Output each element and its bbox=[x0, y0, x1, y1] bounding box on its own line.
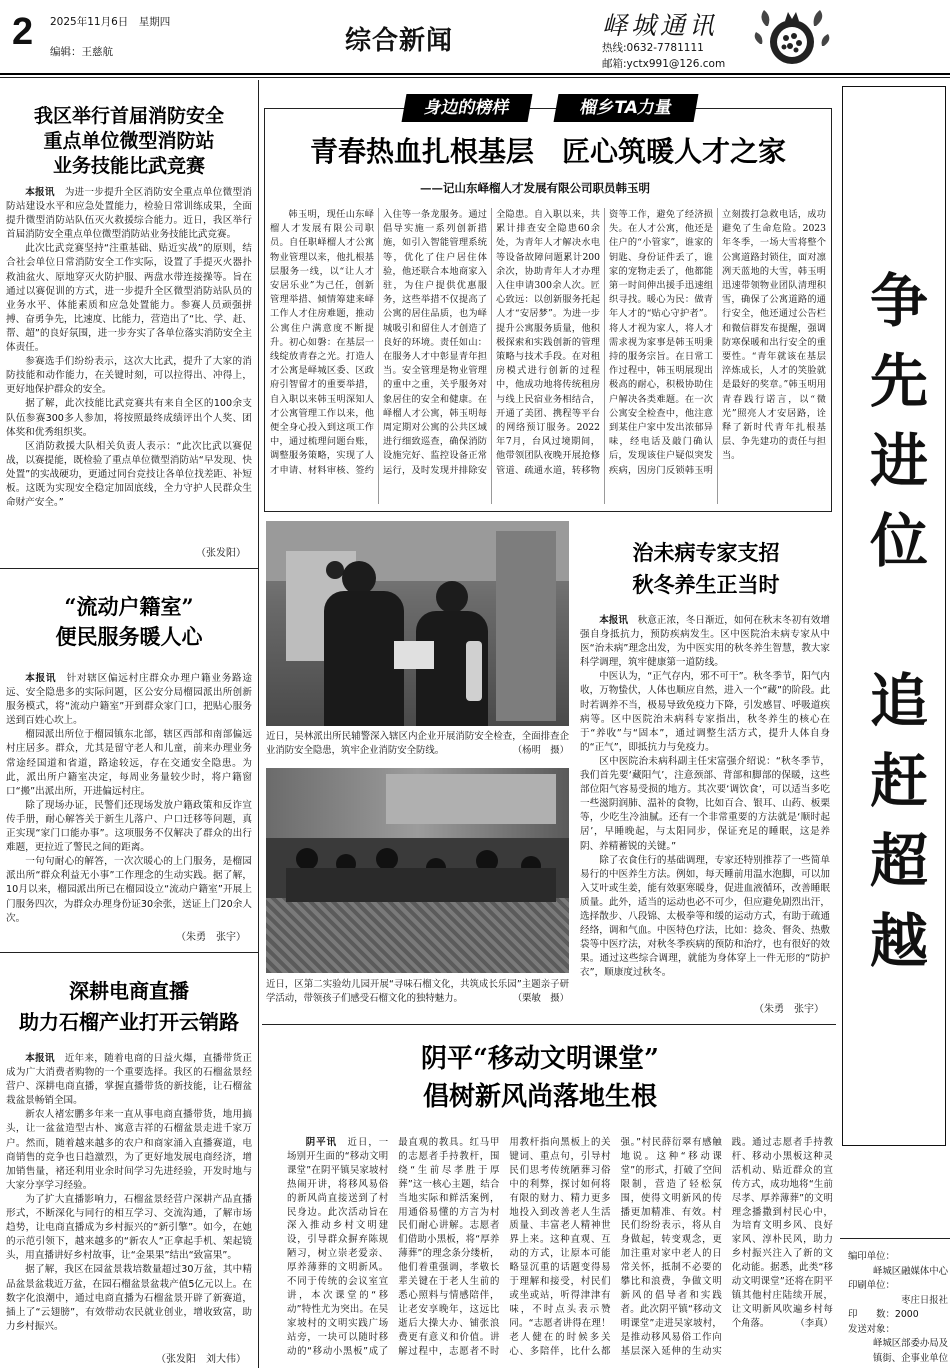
colophon bbox=[848, 1250, 948, 1366]
colophon-l2: 峄城区融媒体中心 bbox=[872, 1265, 948, 1277]
a1-p4: 据了解，此次技能比武竞赛共有来自全区的100余支队伍参赛300多人参加，将按照最终成绩评出个人奖、团体奖和优秀组织奖。 bbox=[6, 398, 252, 438]
a3-p3: 为了扩大直播影响力，石榴盆景经营户深耕产品直播形式，不断深化与同行的相互学习、交流沟通，了解市场趋势，让电商直播成为乡村振兴的“新引擎”。如今，在她的示范引领下，越来越多的“新农人”正拿起手机、架起镜头，用直播讲好乡村故事，让“金果果”结出“致富果”。 bbox=[6, 1193, 252, 1262]
a4-title-line1: 治未病专家支招 bbox=[632, 540, 780, 565]
feature-body: 韩玉明，现任山东峄榴人才发展有限公司职员。自任职峄榴人才公寓物业管理以来，他扎根基层服务一线，以“让人才安居乐业”为己任，创新管理举措、倾情筹建来峄工作人才住房难题，推动公寓住户满意度不断提升。初心如磐：在基层一线绽放青春之光。打造人才公寓是峄城区委、区政府引智留才的重要举措，自入职以来韩玉明深知人才公寓管理工作以来，他便全身心投入到这项工作中，通过梳理问题台账，调整服务策略，实现了人才申请、材料审核、签约入住等一条龙服务。通过倡导实施一系列创新措施，如引入智能管理系统等，优化了住户居住体验，他还联合本地商家入驻，为住户提供优惠服务，这些举措不仅提高了公寓的居住品质，也为峄城吸引和留住人才创造了良好的环境。责任如山：在服务人才中彰显青年担当。安全管理是物业管理的重中之重，关乎服务对象居住的安全和健康。在峄榴人才公寓，韩玉明每周定期对公寓的公共区域进行细致巡查，确保消防设施完好、监控设备正常运行，及时发现并排除安全隐患。自入职以来，共累计排查安全隐患60余处，为青年人才解决水电等设备故障问题累计200余次，协助青年人才办理入住申请300余人次。匠心致远：以创新服务托起人才“安居梦”。为进一步提升公寓服务质量，他积极探索和实践创新的管理策略与技术手段。在对租房模式进行创新的过程中，他成功地将传统租房与线上民宿业务相结合，开通了美团、携程等平台的网络预订服务。2022年7月，台风过境期间，他带领团队夜晚开展抢修管道、疏通水道，转移物资等工作，避免了经济损失。在人才公寓，他还是住户的“小管家”，谁家的钥匙、身份证件丢了，谁家的宠物走丢了，他都能第一时间伸出援手迅速组织寻找。暖心为民：做青年人才的“贴心守护者”。将人才视为家人，将人才需求视为家事是韩玉明秉持的服务宗旨。在日常工作过程中，韩玉明展现出极高的耐心，积极协助住户解决各类难题。在一次公寓安全检查中，他注意到某住户家中发出浓郁异味，经电话及敲门确认后，发现该住户疑似突发疾病，因房门反锁韩玉明立刻拨打急救电话，成功避免了生命危险。2023年冬季，一场大雪将整个公寓道路封锁住，面对凛冽天蓝地的大雪，韩玉明迅速带领物业团队清理积雪，确保了公寓道路的通行安全，他还通过公告栏和微信群发布提醒，强调防寒保暖和出行安全的重要性。“青年就该在基层淬炼成长，人才的笑脸就是最好的奖章。”韩玉明用青春践行诺言，以“微光”照亮人才安居路，诠释了新时代青年扎根基层、争先建功的责任与担当。 bbox=[270, 209, 826, 476]
slogan-text: 争先进位 追赶超越 bbox=[860, 270, 928, 990]
a4-credit: （朱勇 张宇） bbox=[754, 1004, 824, 1015]
colophon-l6: 发送对象： bbox=[848, 1323, 895, 1335]
a1-title-line1: 我区举行首届消防安全 bbox=[33, 105, 224, 127]
feature-badge-1: 身边的榜样 bbox=[402, 94, 533, 122]
a4-p3: 区中医院治未病科副主任宋富强介绍说：“秋冬季节，我们首先要‘藏阳气’，注意颈部、背部和脚部的保暖，这些部位阳气容易受损的地方。其次要‘调饮食’，可以适当多吃一些滋阴润肺、温补的食物，比如百合、银耳、山药、板栗等，少吃生冷油腻。还有一个非常重要的方法就是‘顺时起居’，早睡晚起，与太阳同步，保证充足的睡眠，这是养阴、养精蓄锐的关键。” bbox=[580, 755, 830, 852]
caption-1: 近日，吴林派出所民辅警深入辖区内企业开展消防安全检查，全面排查企业消防安全隐患，筑牢企业消防安全防线。 bbox=[266, 731, 569, 756]
paper-name: 峄城通讯 bbox=[602, 11, 719, 40]
a1-title-line3: 业务技能比武竞赛 bbox=[52, 155, 205, 177]
a3-p4: 据了解，我区在园盆景栽培数量超过30万盆，其中精品盆景盆栽近万盆，在园石榴盆景盆栽产值5亿元以上。在数字化浪潮中，通过电商直播为石榴盆景开辟了新赛道，插上了“云翅膀”，有效带动农民就业创业，增收致富，助力乡村振兴。 bbox=[6, 1264, 252, 1332]
a5-title-line1: 阴平“移动文明课堂” bbox=[421, 1044, 659, 1074]
editor-name: 编辑：王慈航 bbox=[50, 46, 113, 58]
a4-p4: 除了衣食住行的基础调理，专家还特别推荐了一些简单易行的中医养生方法。例如，每天睡前用温水泡脚，可以加入艾叶或生姜，能有效驱寒暖身，促进血液循环，改善睡眠质量。此外，适当的运动也必不可少，但应避免剧烈出汗，选择散步、八段锦、太极拳等和缓的运动方式，有助于疏通经络，调和气血。中医特色疗法，比如：捻灸、督灸、热敷袋等中医疗法，对秋冬季疾病的预防和治疗，也有很好的效果。通过这些综合调理，就能为身体穿上一件无形的“防护衣”，顺康度过秋冬。 bbox=[580, 854, 830, 979]
colophon-l3: 印刷单位： bbox=[848, 1280, 895, 1291]
feature-badge-2: 榴乡TA力量 bbox=[554, 94, 699, 122]
a5-lead: 阴平讯 bbox=[305, 1137, 338, 1148]
section-title: 综合新闻 bbox=[345, 26, 454, 56]
a2-p2: 榴园派出所位于榴园镇东北部，辖区西部和南部偏远村庄居多。群众，尤其是留守老人和儿童，前来办理业务常途经国道和省道，路途较远，存在交通安全隐患。为此，派出所户籍室决定，每周业务量较少时，将户籍窗口“搬”出派出所，开进偏远村庄。 bbox=[6, 729, 252, 797]
a2-lead: 本报讯 bbox=[25, 673, 57, 684]
a2-p3: 除了现场办证，民警们还现场发放户籍政策和反诈宣传手册，耐心解答关于新生儿落户、户口迁移等问题，真正实现“家门口能办事”。这项服务不仅解决了群众的出行难题，更拉近了警民之间的距离。 bbox=[6, 799, 252, 854]
photo-fire-inspection bbox=[266, 521, 569, 726]
caption-1-credit: （杨明 摄） bbox=[512, 744, 569, 756]
a1-credit: （张发阳） bbox=[196, 548, 246, 559]
a3-title-line2: 助力石榴产业打开云销路 bbox=[19, 1010, 239, 1034]
a4-lead: 本报讯 bbox=[599, 615, 629, 626]
a4-p2: 中医认为，“正气存内，邪不可干”。秋冬季节，阳气内收，万物蛰伏，人体也顺应自然，进入一个“藏”的阶段。此时若调养不当，极易导致免疫力下降，引发感冒、呼吸道疾病等。区中医院治未病科专家指出，秋冬养生的核心在于“养收”与“固本”，通过调整生活方式，提升人体自身的“正气”，即抵抗力与免疫力。 bbox=[580, 671, 830, 753]
a1-title-line2: 重点单位微型消防站 bbox=[43, 130, 215, 152]
a3-body bbox=[6, 1052, 252, 1342]
colophon-l1: 编印单位： bbox=[848, 1251, 895, 1262]
a1-p1: 为进一步提升全区消防安全重点单位微型消防站建设水平和应急处置能力，检验日常训练成果，全面提升微型消防站队伍灭火救援综合能力。近日，我区举行首届消防安全重点单位微型消防站业务技能比武竞赛。 bbox=[6, 187, 252, 241]
a2-p4: 一句句耐心的解答，一次次暖心的上门服务，是榴园派出所“群众利益无小事”工作理念的生动实践。据了解，10月以来，榴园派出所已在榴园设立“流动户籍室”开展上门服务四次，为群众办理身份证30余张，送证上门20余人次。 bbox=[6, 856, 252, 924]
caption-2: 近日，区第二实验幼儿园开展“寻味石榴文化，共筑成长乐园”主题亲子研学活动，带领孩子们感受石榴文化的独特魅力。 bbox=[266, 979, 569, 1004]
colophon-l4: 枣庄日报社 bbox=[901, 1294, 948, 1306]
pomegranate-logo bbox=[752, 4, 832, 70]
feature-title-part2: 匠心筑暖人才之家 bbox=[562, 135, 787, 168]
a5-body: 近日，一场别开生面的“移动文明课堂”在阴平镇吴家坡村热闹开讲，将移风易俗的新风尚直接送到了村民身边。此次活动旨在深入推动乡村文明建设，引导群众摒弃陈规陋习，树立崇老爱亲、厚养薄葬的文明新风。不同于传统的会议室宣讲，本次课堂的“移动”特性尤为突出。在吴家坡村的文明实践广场站旁，一块可以随时移动的“移动小黑板”成了最直观的教具。红马甲的志愿者手持教杆，围绕“生前尽孝胜于厚葬”这一核心主题，结合当地实际和鲜活案例，用通俗易懂的方言为村民们耐心讲解。志愿者们借助小黑板，将“厚养薄葬”的理念条分缕析，他们着重强调，孝敬长辈关键在于老人生前的悉心照料与情感陪伴，让老安享晚年，这远比逝后大操大办、铺张浪费更有意义和价值。讲解过程中，志愿者不时用教杆指向黑板上的关键词、重点句，引导村民们思考传统陋葬习俗中的利弊，探讨如何将有限的财力、精力更多地投入到改善老人生活质量、丰富老人精神世界上来。这种直观、互动的方式，让原本可能略显沉重的话题变得易于理解和接受，村民们或坐或站，听得津津有味，不时点头表示赞同。“志愿者讲得在理！老人健在的时候多关心、多陪伴，比什么都强。”村民薛衍翠有感触地说。这种“移动课堂”的形式，打破了空间限制，营造了轻松氛围，使得文明新风的传播更加精准、有效。村民们纷纷表示，将从自身做起，转变观念，更加注重对家中老人的日常关怀，抵制不必要的攀比和浪费，争做文明新风的倡导者和实践者。此次阴平镇“移动文明课堂”走进吴家坡村，是推动移风易俗工作向基层深入延伸的生动实践。通过志愿者手持教杆、移动小黑板这种灵活机动、贴近群众的宣传方式，成功地将“生前尽孝、厚养薄葬”的文明理念播撒到村民心中，为培育文明乡风、良好家风、淳朴民风，助力乡村振兴注入了新的文化动能。据悉，此类“移动文明课堂”还将在阴平镇其他村庄陆续开展，让文明新风吹遍乡村每个角落。 bbox=[287, 1137, 833, 1357]
a1-lead: 本报讯 bbox=[25, 187, 55, 198]
issue-date: 2025年11月6日 星期四 bbox=[50, 16, 171, 28]
a2-title-line2: 便民服务暖人心 bbox=[55, 624, 203, 649]
hotline: 热线:0632-7781111 bbox=[602, 42, 704, 54]
colophon-l5: 印 数：2000 bbox=[848, 1309, 919, 1320]
a1-body bbox=[6, 186, 252, 542]
a3-p1: 近年来，随着电商的日益火爆，直播带货正成为广大消费者购物的一个重要选择。我区的石榴盆景经营户、深耕电商直播，掌握直播带货的新技能，让石榴盆栽盆景畅销全国。 bbox=[6, 1053, 252, 1107]
colophon-l8: 镇街、企事业单位 bbox=[872, 1352, 948, 1364]
email: 邮箱:yctx991@126.com bbox=[602, 58, 726, 70]
a2-title-line1: “流动户籍室” bbox=[64, 594, 194, 619]
a3-lead: 本报讯 bbox=[25, 1053, 55, 1064]
a2-body bbox=[6, 672, 252, 926]
photo-pomegranate-culture bbox=[266, 768, 569, 973]
a1-p2: 此次比武竞赛坚持“注重基础、贴近实战”的原则，结合社会单位日常消防安全工作实际，设置了手提灭火器扑救油盆火、原地穿灭火防护服、两盘水带连接操等。旨在通过以赛促训的方式，进一步提升全区微型消防站队员的业务水平、体能素质和应急处置能力。参赛人员顽强拼搏、奋勇争先，比速度、比能力，营造出了“比、学、赶、帮、超”的良好氛围，进一步夯实了各单位落实消防安全主体责任。 bbox=[6, 243, 252, 354]
a1-p5: 区消防救援大队相关负责人表示：“此次比武以赛促战，以赛提能，既检验了重点单位微型消防站“早发现、快处置”的实战硬功，更通过同台竞技让各单位找差距、补短板。这既为实现安全稳定加固底线，全力守护人民群众生命财产安全。” bbox=[6, 440, 252, 509]
a3-credit: （张发阳 刘大伟） bbox=[156, 1354, 246, 1365]
a2-credit: （朱勇 张宇） bbox=[176, 932, 246, 943]
feature-title-part1: 青春热血扎根基层 bbox=[309, 135, 534, 168]
a5-title-line2: 倡树新风尚落地生根 bbox=[422, 1082, 657, 1112]
feature-subtitle: ——记山东峄榴人才发展有限公司职员韩玉明 bbox=[420, 181, 650, 195]
a4-title-line2: 秋冬养生正当时 bbox=[632, 572, 780, 597]
a4-body bbox=[580, 614, 830, 996]
a2-p1: 针对辖区偏远村庄群众办理户籍业务路途远、安全隐患多的实际问题，区公安分局榴园派出所创新服务模式，将“流动户籍室”开到群众家门口，把贴心服务送到百姓心坎上。 bbox=[6, 673, 252, 727]
a4-p1: 秋意正浓，冬日渐近，如何在秋末冬初有效增强自身抵抗力，预防疾病发生。区中医院治未病专家从中医“治未病”理念出发，为中医实用的秋冬养生智慧，教大家科学调理，筑牢健康第一道防线。 bbox=[580, 615, 830, 669]
caption-2-credit: （栗敏 摄） bbox=[512, 992, 569, 1004]
a3-title-line1: 深耕电商直播 bbox=[69, 979, 189, 1003]
colophon-l7: 峄城区部委办局及 bbox=[872, 1338, 948, 1349]
a3-p2: 新农人褚宏鹏多年来一直从事电商直播带货，地用搞头，让一盆盆造型古朴、寓意吉祥的石榴盆景走进千家万户。然而，随着越来越多的农户和商家涌入直播赛道，电商销售的竞争也日趋激烈，为了更好地发展电商经济，增加销售量，褚还利用业余时间学习先进经验，开发时地与大家分享学习经验。 bbox=[6, 1109, 252, 1191]
page-number: 2 bbox=[12, 11, 34, 53]
a1-p3: 参赛选手们纷纷表示，这次大比武，提升了大家的消防技能和动作能力，在关键时刻，可以拉得出、冲得上，更好地保护群众的安全。 bbox=[6, 356, 252, 396]
a5-credit: （李真） bbox=[795, 1317, 833, 1329]
